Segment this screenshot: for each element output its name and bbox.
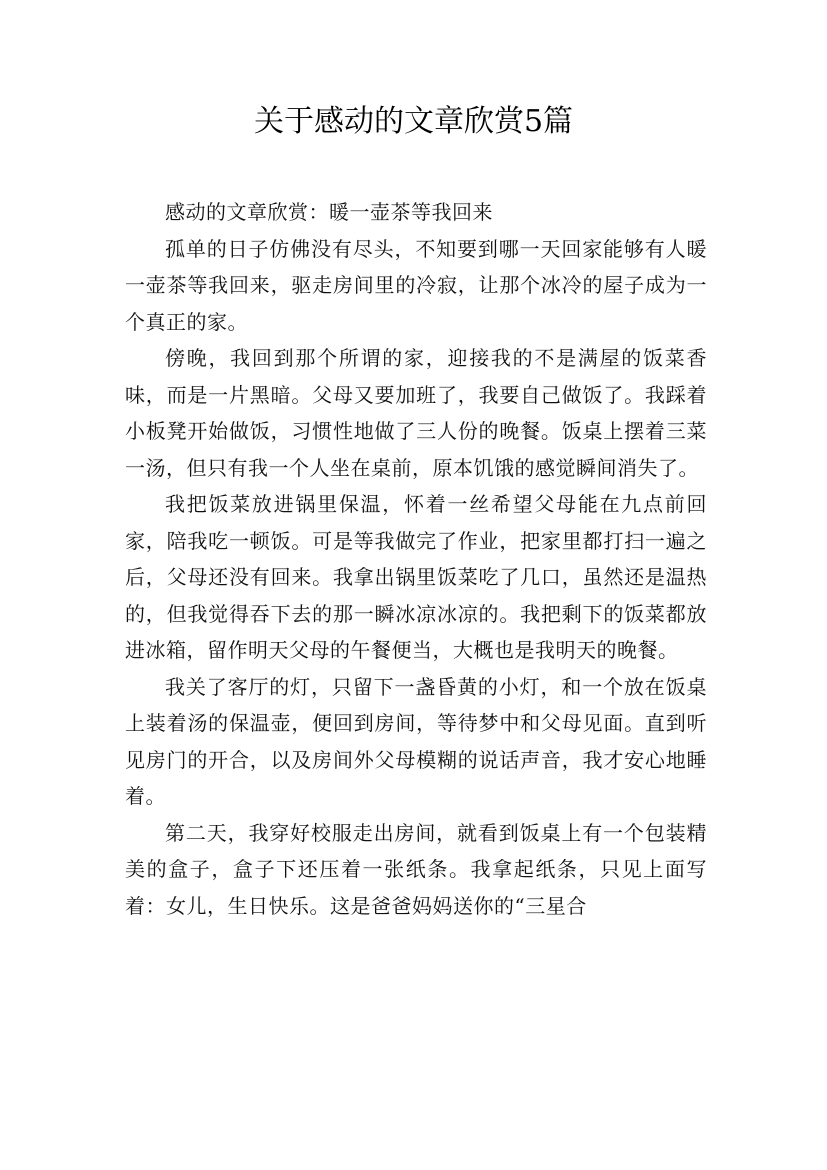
body-paragraph-3: 我把饭菜放进锅里保温，怀着一丝希望父母能在九点前回家，陪我吃一顿饭。可是等我做完了作业，把家里都打扫一遍之后，父母还没有回来。我拿出锅里饭菜吃了几口，虽然还是温热的，但我觉得吞下去的那一瞬冰凉冰凉的。我把剩下的饭菜都放进冰箱，留作明天父母的午餐便当，大概也是我明天的晚餐。 [125,492,707,662]
article-body [125,194,707,924]
body-paragraph-5: 第二天，我穿好校服走出房间，就看到饭桌上有一个包装精美的盒子，盒子下还压着一张纸条。我拿起纸条，只见上面写着：女儿，生日快乐。这是爸爸妈妈送你的“三星合 [125,820,707,918]
subtitle-paragraph: 感动的文章欣赏：暖一壶茶等我回来 [165,200,493,224]
body-paragraph-4: 我关了客厅的灯，只留下一盏昏黄的小灯，和一个放在饭桌上装着汤的保温壶，便回到房间，等待梦中和父母见面。直到听见房门的开合，以及房间外父母模糊的说话声音，我才安心地睡着。 [125,674,707,808]
body-paragraph-1: 孤单的日子仿佛没有尽头，不知要到哪一天回家能够有人暖一壶茶等我回来，驱走房间里的冷寂，让那个冰冷的屋子成为一个真正的家。 [125,236,707,334]
body-paragraph-2: 傍晚，我回到那个所谓的家，迎接我的不是满屋的饭菜香味，而是一片黑暗。父母又要加班了，我要自己做饭了。我踩着小板凳开始做饭，习惯性地做了三人份的晚餐。饭桌上摆着三菜一汤，但只有我一个人坐在桌前，原本饥饿的感觉瞬间消失了。 [125,346,707,480]
document-title: 关于感动的文章欣赏5篇 [253,104,574,139]
